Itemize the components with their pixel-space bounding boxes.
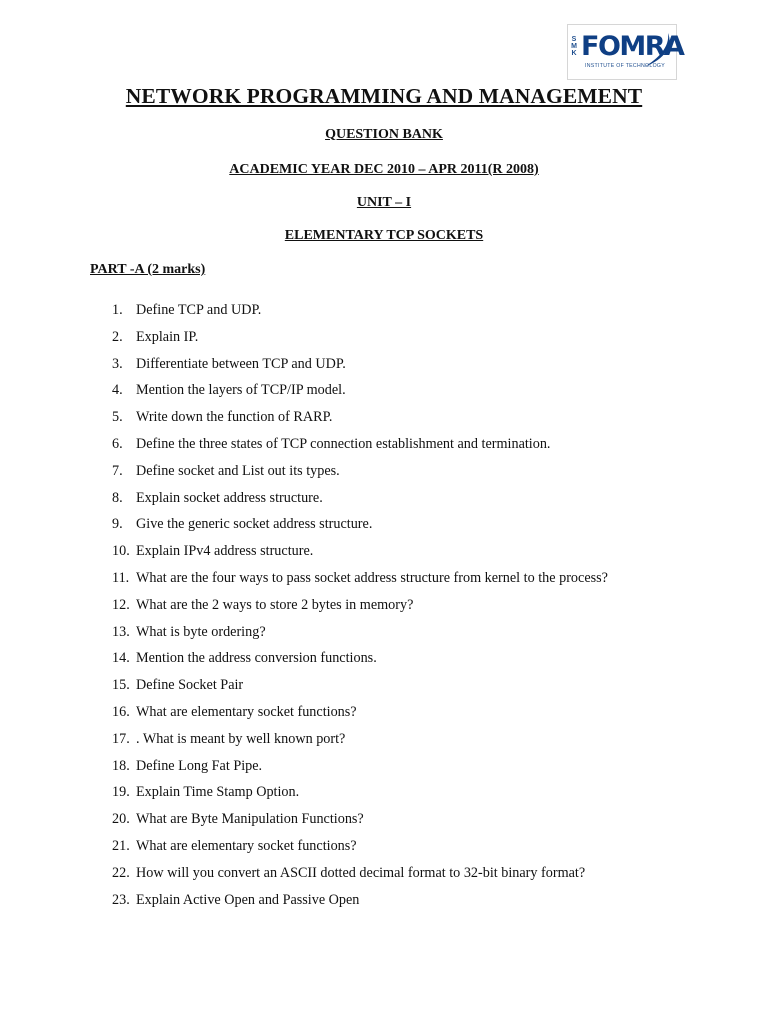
question-text: . What is meant by well known port? <box>136 730 346 747</box>
document-title: NETWORK PROGRAMMING AND MANAGEMENT <box>125 84 643 108</box>
question-item <box>112 327 608 354</box>
question-number: 22. <box>112 864 130 881</box>
logo-tagline: INSTITUTE OF TECHNOLOGY <box>585 63 666 69</box>
question-text: Define Long Fat Pipe. <box>136 757 263 774</box>
question-item <box>112 514 608 541</box>
question-number: 21. <box>112 837 130 854</box>
question-number: 13. <box>112 623 130 640</box>
question-number: 19. <box>112 784 130 801</box>
unit-heading: UNIT – I <box>356 195 412 210</box>
question-text: What are elementary socket functions? <box>136 837 357 854</box>
question-item <box>112 461 608 488</box>
question-list <box>112 300 608 916</box>
question-number: 3. <box>112 355 123 372</box>
document-subtitle: QUESTION BANK <box>325 127 443 142</box>
question-item <box>112 675 608 702</box>
question-item <box>112 595 608 622</box>
question-number: 6. <box>112 435 123 452</box>
question-text: Explain Active Open and Passive Open <box>136 891 360 908</box>
question-text: Explain IP. <box>136 328 199 345</box>
question-number: 4. <box>112 382 123 399</box>
logo-wordmark: FOMRA <box>581 31 684 62</box>
question-text: Differentiate between TCP and UDP. <box>136 355 346 372</box>
question-number: 14. <box>112 650 130 667</box>
question-number: 8. <box>112 489 123 506</box>
institute-logo <box>567 24 684 80</box>
question-item <box>112 836 608 863</box>
question-number: 16. <box>112 703 130 720</box>
question-item <box>112 488 608 515</box>
question-item <box>112 863 608 890</box>
question-number: 18. <box>112 757 130 774</box>
question-number: 20. <box>112 811 130 828</box>
question-item <box>112 541 608 568</box>
question-text: Define the three states of TCP connection establishment and termination. <box>136 435 551 452</box>
question-text: Define Socket Pair <box>136 677 244 694</box>
question-number: 1. <box>112 302 123 318</box>
question-item <box>112 782 608 809</box>
question-item <box>112 407 608 434</box>
question-text: Define TCP and UDP. <box>136 302 262 318</box>
question-number: 10. <box>112 543 130 560</box>
question-text: Write down the function of RARP. <box>136 409 333 426</box>
question-item <box>112 809 608 836</box>
question-number: 12. <box>112 596 130 613</box>
question-number: 15. <box>112 677 130 694</box>
question-number: 9. <box>112 516 123 533</box>
question-text: Give the generic socket address structure. <box>136 516 373 533</box>
question-text: What are elementary socket functions? <box>136 703 357 720</box>
academic-year: ACADEMIC YEAR DEC 2010 – APR 2011(R 2008) <box>229 162 539 177</box>
question-item <box>112 300 608 327</box>
question-item <box>112 434 608 461</box>
part-heading: PART -A (2 marks) <box>90 262 206 277</box>
question-text: Mention the address conversion functions. <box>136 650 377 667</box>
question-number: 23. <box>112 891 130 908</box>
question-item <box>112 890 608 917</box>
unit-title: ELEMENTARY TCP SOCKETS <box>284 228 484 243</box>
question-number: 17. <box>112 730 130 747</box>
question-text: Explain IPv4 address structure. <box>136 543 314 560</box>
question-text: Mention the layers of TCP/IP model. <box>136 382 346 399</box>
question-text: How will you convert an ASCII dotted decimal format to 32-bit binary format? <box>136 864 586 881</box>
question-item <box>112 729 608 756</box>
question-text: Explain Time Stamp Option. <box>136 784 300 801</box>
question-item <box>112 568 608 595</box>
question-number: 11. <box>112 569 130 586</box>
question-text: Define socket and List out its types. <box>136 462 340 479</box>
question-number: 2. <box>112 328 123 345</box>
question-text: What is byte ordering? <box>136 623 266 640</box>
question-item <box>112 354 608 381</box>
question-item <box>112 648 608 675</box>
question-item <box>112 756 608 783</box>
logo-side-text: S M K <box>571 36 577 57</box>
question-number: 7. <box>112 462 123 479</box>
question-text: Explain socket address structure. <box>136 489 323 506</box>
question-text: What are Byte Manipulation Functions? <box>136 811 364 828</box>
question-number: 5. <box>112 409 123 426</box>
question-text: What are the four ways to pass socket address structure from kernel to the process? <box>136 569 608 586</box>
question-item <box>112 702 608 729</box>
question-item <box>112 380 608 407</box>
question-text: What are the 2 ways to store 2 bytes in memory? <box>136 596 414 613</box>
question-item <box>112 622 608 649</box>
